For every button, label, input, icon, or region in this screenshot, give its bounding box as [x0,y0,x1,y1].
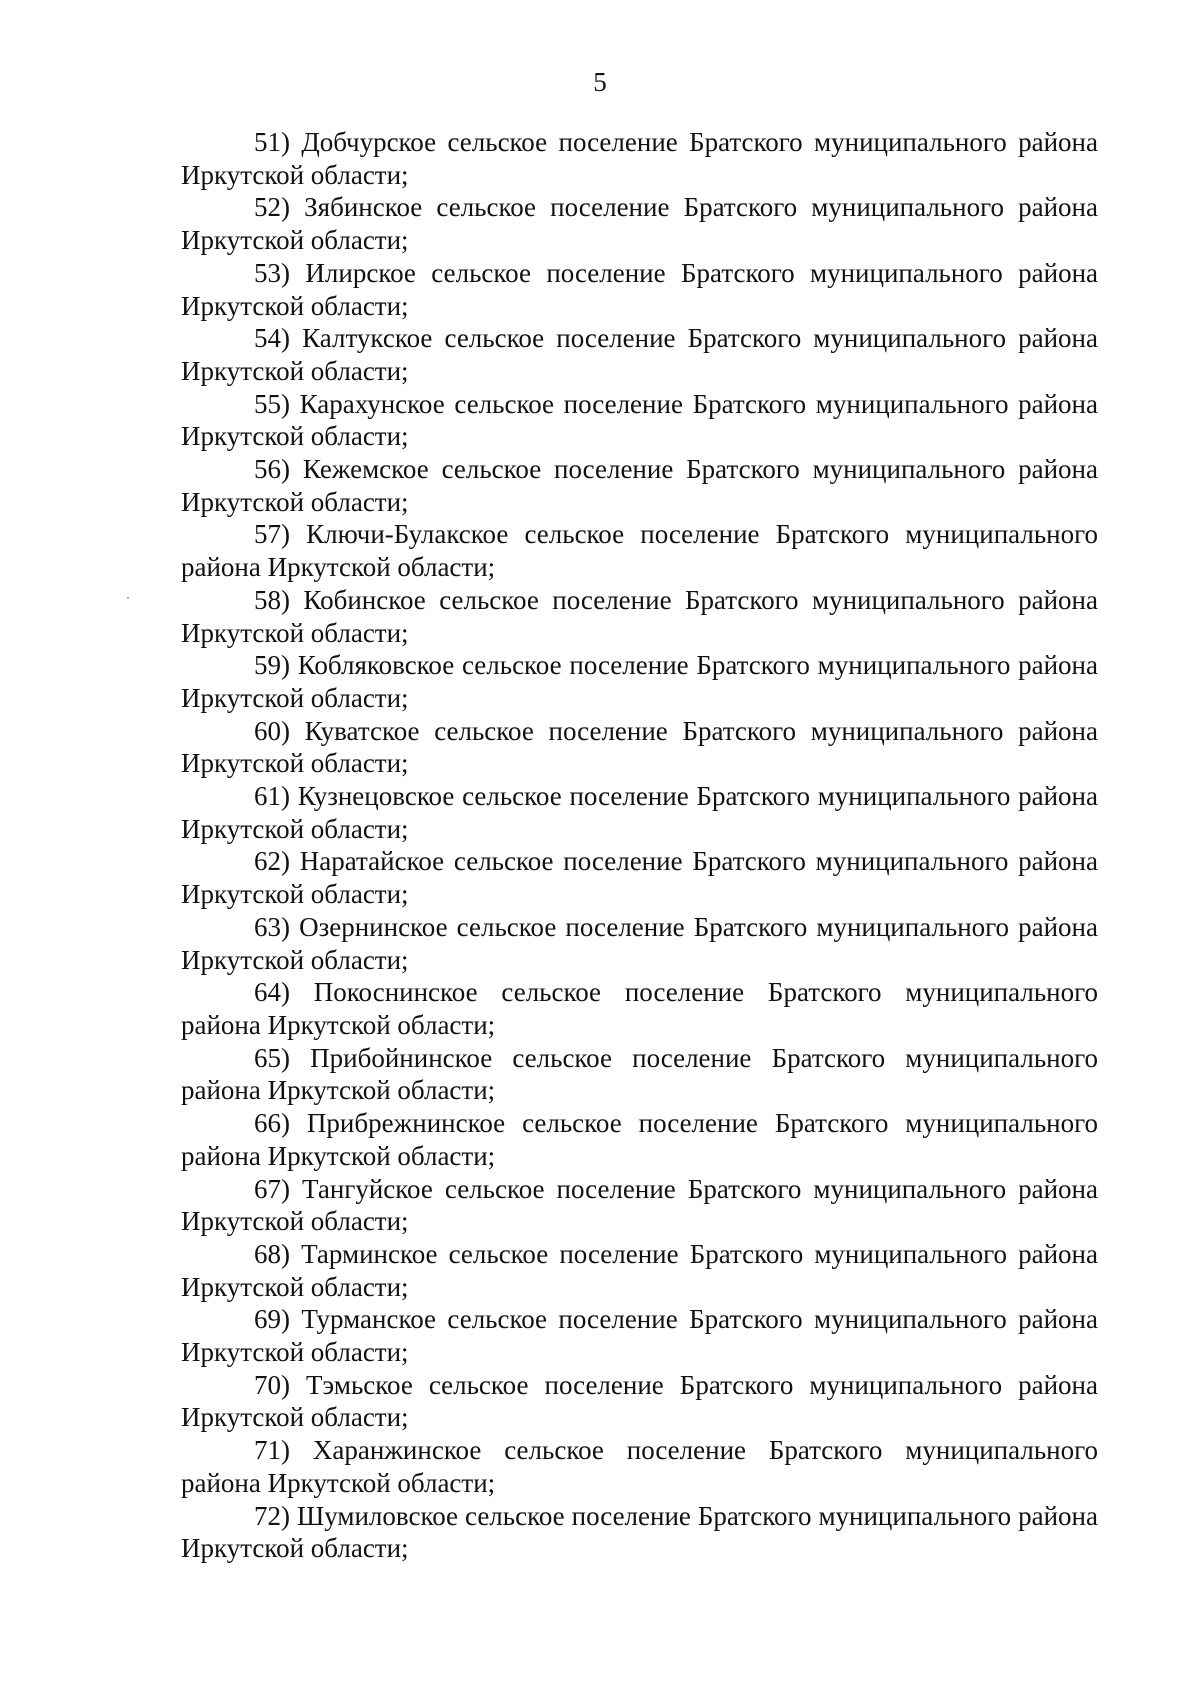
list-item [181,453,1098,518]
list-item [181,911,1098,976]
list-item [181,715,1098,780]
list-item [181,322,1098,387]
list-item [181,1042,1098,1107]
list-item-text: 52) Зябинское сельское поселение Братского муниципального района Иркутской области; [181,192,1098,256]
list-item-text: 71) Харанжинское сельское поселение Братского муниципального района Иркутской области; [181,1435,1098,1498]
list-item [181,1369,1098,1434]
scan-speck [127,597,129,599]
list-item [181,1107,1098,1172]
list-item-text: 55) Карахунское сельское поселение Братского муниципального района Иркутской области; [181,388,1098,452]
list-item-text: 54) Калтукское сельское поселение Братского муниципального района Иркутской области; [181,323,1098,386]
list-item-text: 67) Тангуйское сельское поселение Братского муниципального района Иркутской области; [181,1173,1098,1237]
list-item-text: 53) Илирское сельское поселение Братского муниципального района Иркутской области; [181,257,1098,321]
list-item [181,649,1098,714]
list-item-text: 59) Кобляковское сельское поселение Братского муниципального района Иркутской области; [181,650,1098,713]
list-item [181,257,1098,322]
list-item [181,126,1098,191]
list-item [181,976,1098,1041]
list-item [181,1500,1098,1565]
settlement-list [181,126,1098,1565]
list-item [181,1173,1098,1238]
list-item-text: 56) Кежемское сельское поселение Братского муниципального района Иркутской области; [181,454,1098,517]
list-item-text: 66) Прибрежнинское сельское поселение Братского муниципального района Иркутской области; [181,1108,1098,1171]
list-item-text: 72) Шумиловское сельское поселение Братского муниципального района Иркутской области; [181,1500,1098,1564]
list-item-text: 58) Кобинское сельское поселение Братского муниципального района Иркутской области; [181,584,1098,648]
list-item [181,584,1098,649]
list-item [181,1434,1098,1499]
list-item-text: 70) Тэмьское сельское поселение Братского муниципального района Иркутской области; [181,1369,1098,1433]
list-item [181,1303,1098,1368]
list-item [181,780,1098,845]
list-item [181,845,1098,910]
list-item-text: 65) Прибойнинское сельское поселение Братского муниципального района Иркутской области; [181,1042,1098,1106]
list-item-text: 69) Турманское сельское поселение Братского муниципального района Иркутской области; [181,1304,1098,1368]
page-number: 5 [593,67,607,97]
list-item [181,518,1098,583]
list-item-text: 68) Тарминское сельское поселение Братского муниципального района Иркутской области; [181,1238,1098,1302]
list-item-text: 64) Покоснинское сельское поселение Братского муниципального района Иркутской области; [181,977,1098,1040]
list-item-text: 63) Озернинское сельское поселение Братского муниципального района Иркутской области; [181,911,1098,975]
list-item [181,191,1098,256]
list-item-text: 61) Кузнецовское сельское поселение Братского муниципального района Иркутской области; [181,781,1098,844]
list-item [181,388,1098,453]
list-item-text: 60) Куватское сельское поселение Братского муниципального района Иркутской области; [181,715,1098,779]
list-item-text: 57) Ключи-Булакское сельское поселение Братского муниципального района Иркутской области; [181,519,1098,583]
list-item [181,1238,1098,1303]
list-item-text: 51) Добчурское сельское поселение Братского муниципального района Иркутской области; [181,127,1098,190]
list-item-text: 62) Наратайское сельское поселение Братского муниципального района Иркутской области; [181,846,1098,910]
